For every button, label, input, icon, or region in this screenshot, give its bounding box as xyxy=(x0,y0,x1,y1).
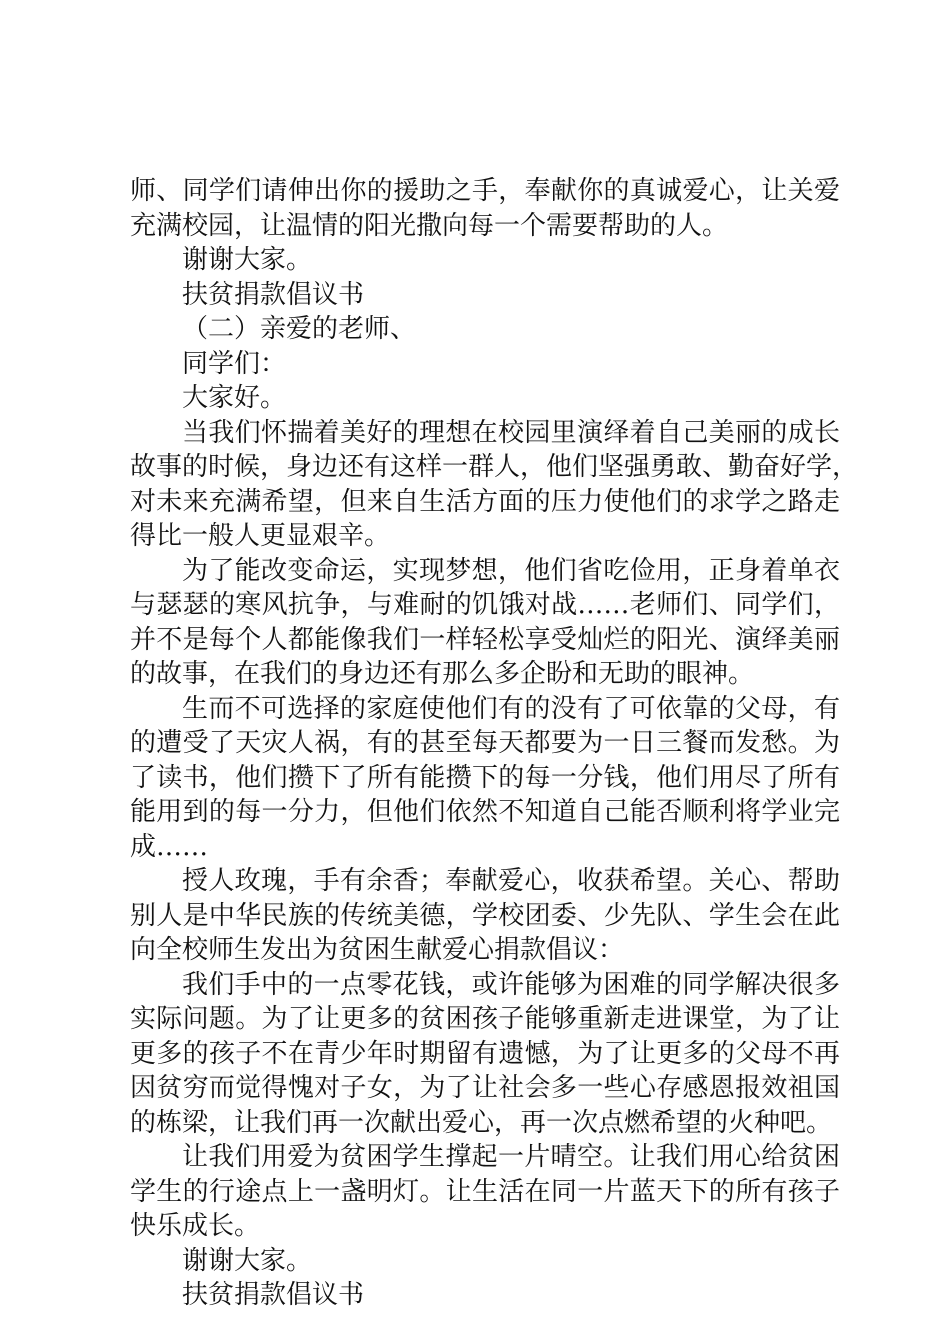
text-line: 快乐成长。 xyxy=(130,1211,261,1241)
text-line: 大家好。 xyxy=(182,383,287,413)
text-line: 生而不可选择的家庭使他们有的没有了可依靠的父母，有 xyxy=(182,693,840,724)
text-line: （二）亲爱的老师、 xyxy=(182,314,417,344)
text-line: 对未来充满希望，但来自生活方面的压力使他们的求学之路走 xyxy=(130,486,840,517)
text-line: 为了能改变命运，实现梦想，他们省吃俭用，正身着单衣 xyxy=(182,555,840,586)
text-line: 因贫穷而觉得愧对子女，为了让社会多一些心存感恩报效祖国 xyxy=(130,1073,840,1103)
text-line: 充满校园，让温情的阳光撒向每一个需要帮助的人。 xyxy=(130,210,729,241)
text-line: 让我们用爱为贫困学生撑起一片晴空。让我们用心给贫困 xyxy=(182,1142,840,1172)
text-line: 谢谢大家。 xyxy=(182,245,313,275)
text-line: 的故事，在我们的身边还有那么多企盼和无助的眼神。 xyxy=(130,659,755,689)
text-line: 的栋梁，让我们再一次献出爱心，再一次点燃希望的火种吧。 xyxy=(130,1107,833,1138)
text-line: 成…… xyxy=(130,831,209,862)
text-line: 能用到的每一分力，但他们依然不知道自己能否顺利将学业完 xyxy=(130,797,840,827)
text-line: 故事的时候，身边还有这样一群人，他们坚强勇敢、勤奋好学， xyxy=(130,452,859,482)
text-line: 同学们： xyxy=(182,348,287,379)
text-line: 了读书，他们攒下了所有能攒下的每一分钱，他们用尽了所有 xyxy=(130,762,840,793)
text-line: 授人玫瑰，手有余香；奉献爱心，收获希望。关心、帮助 xyxy=(182,866,840,896)
document-body xyxy=(130,174,859,1313)
text-line: 我们手中的一点零花钱，或许能够为困难的同学解决很多 xyxy=(182,969,840,1000)
heading-line: 扶贫捐款倡议书 xyxy=(182,279,365,310)
text-line: 与瑟瑟的寒风抗争，与难耐的饥饿对战……老师们、同学们， xyxy=(130,590,840,620)
text-line: 的遭受了天灾人祸，有的甚至每天都要为一日三餐而发愁。为 xyxy=(130,728,840,758)
text-line: 师、同学们请伸出你的援助之手，奉献你的真诚爱心，让关爱 xyxy=(130,176,840,206)
text-line: 并不是每个人都能像我们一样轻松享受灿烂的阳光、演绎美丽 xyxy=(130,624,840,655)
text-line: 谢谢大家。 xyxy=(182,1245,313,1276)
text-line: 得比一般人更显艰辛。 xyxy=(130,521,391,551)
text-line: 更多的孩子不在青少年时期留有遗憾，为了让更多的父母不再 xyxy=(130,1038,840,1069)
text-line: 当我们怀揣着美好的理想在校园里演绎着自己美丽的成长 xyxy=(182,417,840,448)
heading-line: 扶贫捐款倡议书 xyxy=(182,1280,365,1310)
text-line: 实际问题。为了让更多的贫困孩子能够重新走进课堂，为了让 xyxy=(130,1004,840,1034)
text-line: 学生的行途点上一盏明灯。让生活在同一片蓝天下的所有孩子 xyxy=(130,1176,840,1207)
text-line: 别人是中华民族的传统美德，学校团委、少先队、学生会在此 xyxy=(130,900,840,931)
text-line: 向全校师生发出为贫困生献爱心捐款倡议： xyxy=(130,935,625,965)
